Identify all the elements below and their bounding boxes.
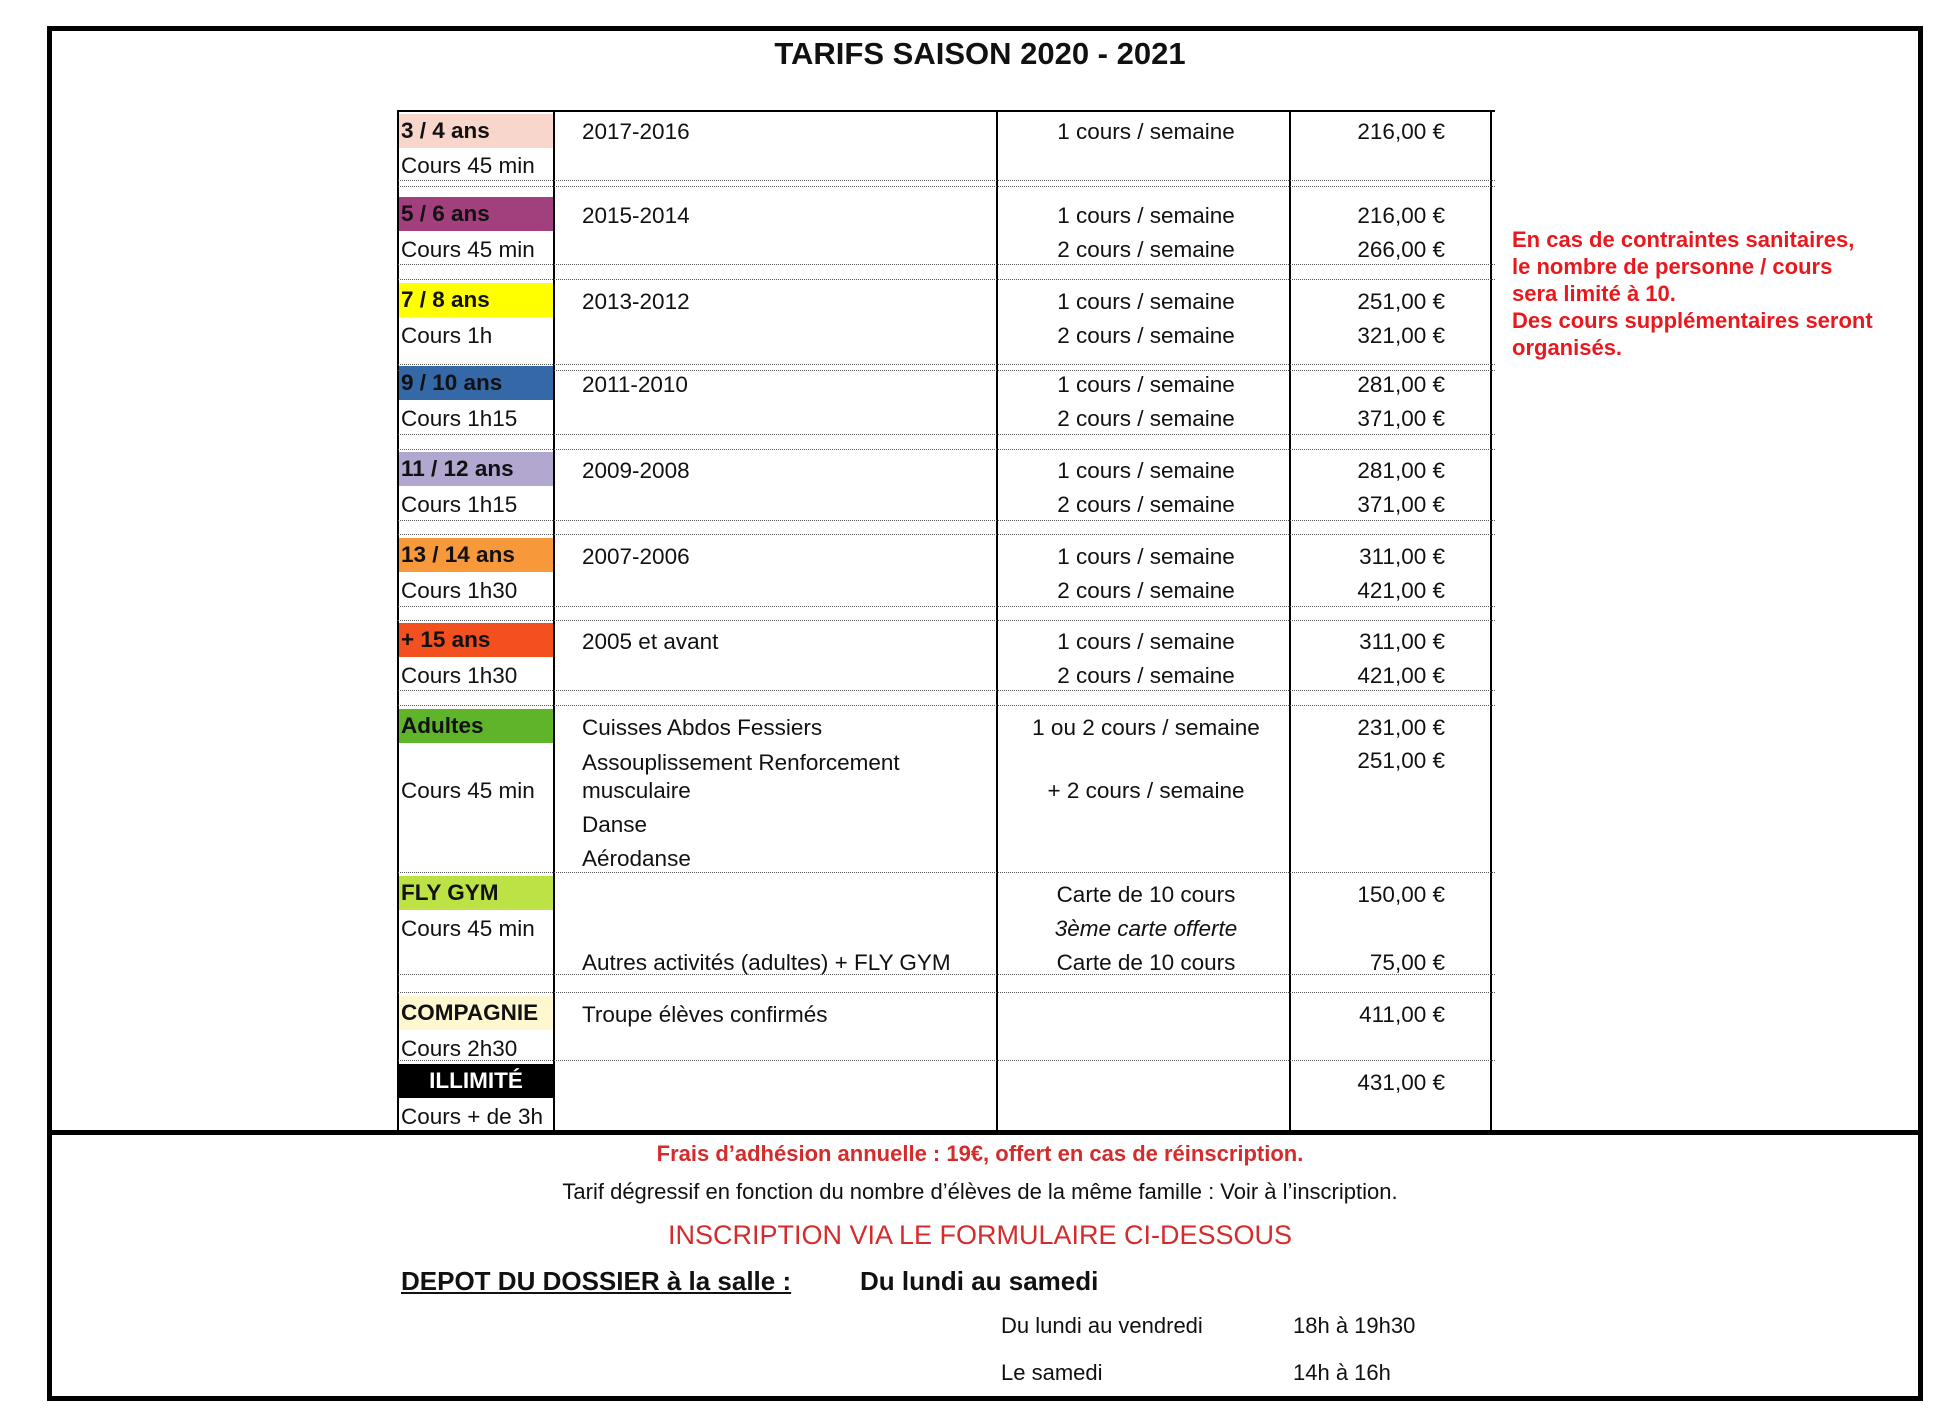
price-text: 411,00 € xyxy=(1359,1002,1445,1027)
price-text: 251,00 € xyxy=(1357,748,1445,773)
frequency-text: 2 cours / semaine xyxy=(1057,492,1235,517)
frequency-text: 1 ou 2 cours / semaine xyxy=(1032,715,1260,740)
activity-text: Troupe élèves confirmés xyxy=(582,1002,828,1027)
duration-text: Cours 1h30 xyxy=(401,578,518,603)
activity-text: Danse xyxy=(582,812,648,837)
membership-fee-text: Frais d’adhésion annuelle : 19€, offert en cas de réinscription. xyxy=(656,1141,1304,1166)
price-text: 266,00 € xyxy=(1357,237,1445,262)
age-label: 3 / 4 ans xyxy=(399,114,553,148)
duration-text: Cours 1h15 xyxy=(401,492,518,517)
frequency-text: 1 cours / semaine xyxy=(1057,629,1235,654)
frequency-text: 1 cours / semaine xyxy=(1057,458,1235,483)
price-text: 216,00 € xyxy=(1357,119,1445,144)
activity-text: Assouplissement Renforcement xyxy=(582,750,900,775)
row-separator xyxy=(398,690,1495,691)
duration-text: Cours 1h15 xyxy=(401,406,518,431)
degressive-rate-text: Tarif dégressif en fonction du nombre d’élèves de la même famille : Voir à l’inscription. xyxy=(562,1179,1398,1204)
frequency-text: 2 cours / semaine xyxy=(1057,323,1235,348)
schedule-days: Le samedi xyxy=(1001,1360,1103,1385)
frequency-text: 1 cours / semaine xyxy=(1057,203,1235,228)
row-separator xyxy=(398,364,1495,365)
category-label: FLY GYM xyxy=(399,876,553,910)
birth-years: 2011-2010 xyxy=(582,372,688,397)
schedule-hours: 14h à 16h xyxy=(1293,1360,1391,1385)
row-separator xyxy=(398,434,1495,435)
duration-text: Cours 1h30 xyxy=(401,663,518,688)
age-label: 7 / 8 ans xyxy=(399,283,553,317)
price-text: 371,00 € xyxy=(1357,492,1445,517)
birth-years: 2007-2006 xyxy=(582,544,690,569)
note-line: organisés. xyxy=(1512,335,1623,360)
duration-text: Cours 45 min xyxy=(401,153,535,178)
duration-text: Cours 45 min xyxy=(401,916,535,941)
frequency-text: 1 cours / semaine xyxy=(1057,119,1235,144)
frequency-text: 1 cours / semaine xyxy=(1057,544,1235,569)
duration-text: Cours + de 3h xyxy=(401,1104,543,1129)
inscription-heading: INSCRIPTION VIA LE FORMULAIRE CI-DESSOUS xyxy=(667,1220,1293,1250)
age-label: 11 / 12 ans xyxy=(399,452,553,486)
price-text: 321,00 € xyxy=(1357,323,1445,348)
price-text: 421,00 € xyxy=(1357,663,1445,688)
row-separator xyxy=(398,279,1495,280)
price-text: 150,00 € xyxy=(1357,882,1445,907)
birth-years: 2017-2016 xyxy=(582,119,690,144)
frequency-text: 2 cours / semaine xyxy=(1057,578,1235,603)
row-separator xyxy=(398,180,1495,181)
frequency-text: 1 cours / semaine xyxy=(1057,372,1235,397)
row-separator xyxy=(398,620,1495,621)
activity-text: Autres activités (adultes) + FLY GYM xyxy=(582,950,951,975)
category-label: ILLIMITÉ xyxy=(399,1064,553,1098)
price-text: 431,00 € xyxy=(1357,1070,1445,1095)
row-separator xyxy=(398,872,1495,873)
price-text: 231,00 € xyxy=(1357,715,1445,740)
frequency-text: Carte de 10 cours xyxy=(1056,882,1236,907)
note-line: En cas de contraintes sanitaires, xyxy=(1512,227,1855,252)
row-separator xyxy=(398,992,1495,993)
note-line: sera limité à 10. xyxy=(1512,281,1676,306)
category-label: COMPAGNIE xyxy=(399,996,553,1030)
age-label: 5 / 6 ans xyxy=(399,197,553,231)
row-separator xyxy=(398,520,1495,521)
frequency-text: 2 cours / semaine xyxy=(1057,406,1235,431)
price-text: 311,00 € xyxy=(1359,629,1445,654)
schedule-hours: 18h à 19h30 xyxy=(1293,1313,1416,1338)
offer-text: 3ème carte offerte xyxy=(1054,916,1238,941)
depot-label: DEPOT DU DOSSIER à la salle : xyxy=(401,1266,792,1296)
depot-days: Du lundi au samedi xyxy=(860,1266,1099,1296)
birth-years: 2015-2014 xyxy=(582,203,690,228)
duration-text: Cours 45 min xyxy=(401,778,535,803)
frequency-text: 1 cours / semaine xyxy=(1057,289,1235,314)
duration-text: Cours 1h xyxy=(401,323,493,348)
duration-text: Cours 2h30 xyxy=(401,1036,518,1061)
category-label: Adultes xyxy=(399,709,553,743)
activity-text: musculaire xyxy=(582,778,691,803)
age-label: 13 / 14 ans xyxy=(399,538,553,572)
note-line: Des cours supplémentaires seront xyxy=(1512,308,1873,333)
row-separator xyxy=(398,449,1495,450)
frequency-text: Carte de 10 cours xyxy=(1056,950,1236,975)
frequency-text: 2 cours / semaine xyxy=(1057,663,1235,688)
row-separator xyxy=(398,370,1495,371)
row-separator xyxy=(398,264,1495,265)
price-text: 421,00 € xyxy=(1357,578,1445,603)
frequency-text: 2 cours / semaine xyxy=(1057,237,1235,262)
row-separator xyxy=(398,186,1495,187)
age-label: 9 / 10 ans xyxy=(399,366,553,400)
price-text: 281,00 € xyxy=(1357,372,1445,397)
activity-text: Aérodanse xyxy=(582,846,691,871)
page-title: TARIFS SAISON 2020 - 2021 xyxy=(774,36,1186,71)
birth-years: 2005 et avant xyxy=(582,629,719,654)
row-separator xyxy=(398,534,1495,535)
duration-text: Cours 45 min xyxy=(401,237,535,262)
frequency-text: + 2 cours / semaine xyxy=(1047,778,1245,803)
age-label: + 15 ans xyxy=(399,623,553,657)
price-text: 216,00 € xyxy=(1357,203,1445,228)
schedule-days: Du lundi au vendredi xyxy=(1001,1313,1203,1338)
price-text: 311,00 € xyxy=(1359,544,1445,569)
price-text: 251,00 € xyxy=(1357,289,1445,314)
birth-years: 2013-2012 xyxy=(582,289,690,314)
note-line: le nombre de personne / cours xyxy=(1512,254,1833,279)
row-separator xyxy=(398,606,1495,607)
row-separator xyxy=(398,1060,1495,1061)
price-text: 371,00 € xyxy=(1357,406,1445,431)
price-text: 75,00 € xyxy=(1369,950,1445,975)
activity-text: Cuisses Abdos Fessiers xyxy=(582,715,823,740)
row-separator xyxy=(398,705,1495,706)
birth-years: 2009-2008 xyxy=(582,458,690,483)
sanitary-note xyxy=(1512,226,1932,361)
price-text: 281,00 € xyxy=(1357,458,1445,483)
